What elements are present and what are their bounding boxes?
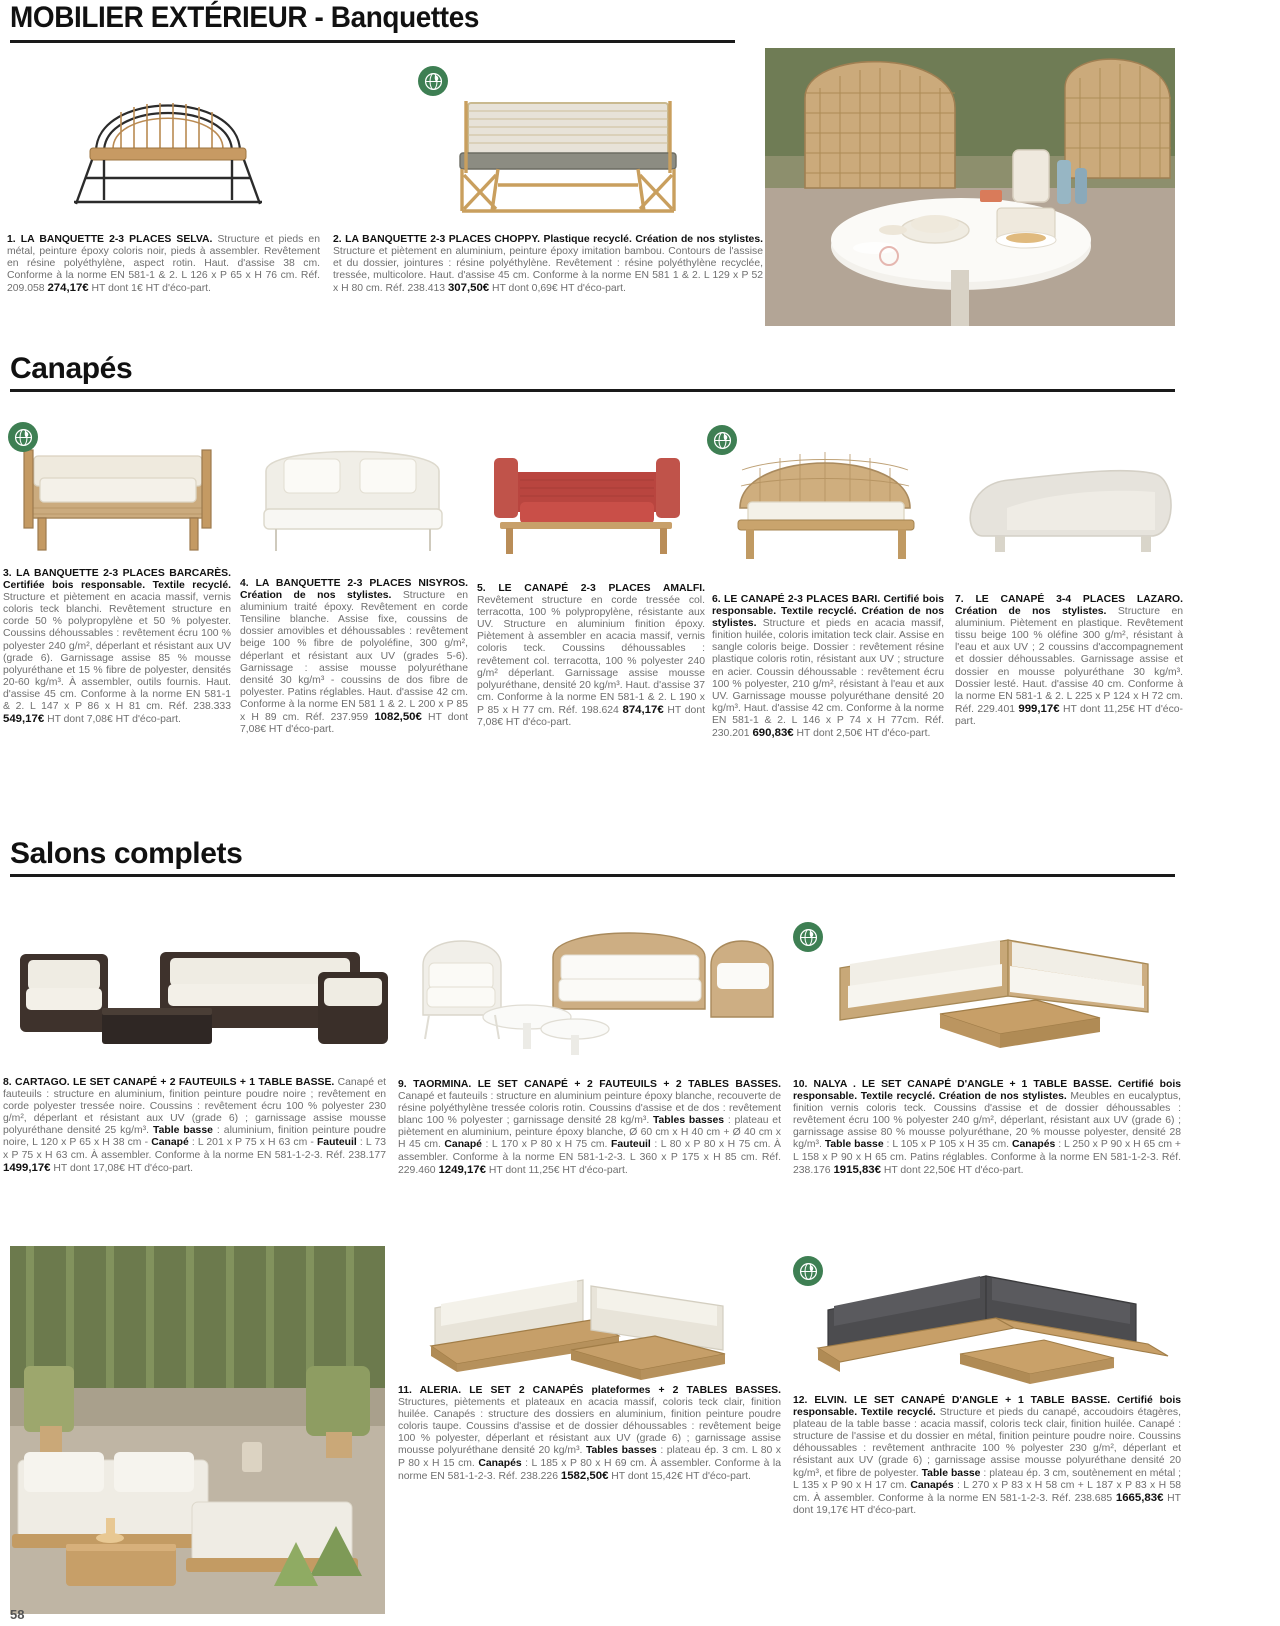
product-image-11 — [405, 1250, 780, 1400]
product-description-11 — [398, 1385, 781, 1483]
product-price-5: 874,17€ — [622, 703, 664, 716]
product-description-6 — [712, 594, 944, 740]
product-tail-12: HT dont 19,17€ HT d'éco-part. — [793, 1492, 1181, 1516]
product-tail-4: HT dont 7,08€ HT d'éco-part. — [240, 712, 468, 736]
product-image-10 — [800, 908, 1175, 1068]
product-tail-2: HT dont 0,69€ HT d'éco-part. — [489, 283, 626, 295]
product-image-2 — [400, 45, 730, 225]
product-body-10: Meubles en eucalyptus, finition vernis coloris teck. Coussins d'assise et de dossier déhoussables : revêtement écru 100 % polyester 240 g/m², déperlant, résistant aux UV (grade 6) ; garnissage assise 80 % mousse polyuréthane, 20 % mousse polyester, densité 28 kg/m³. Table basse : L 105 x P 105 x H 35 cm. Canapés : L 250 x P 90 x H 65 cm + L 158 x P 90 x H 65 cm. Patins réglables. Conforme à la norme EN 581-1-2-3. Réf. 238.176 — [793, 1091, 1182, 1176]
product-description-12 — [793, 1395, 1181, 1517]
product-tail-10: HT dont 22,50€ HT d'éco-part. — [880, 1164, 1024, 1176]
product-title-8: 8. CARTAGO. LE SET CANAPÉ + 2 FAUTEUILS + 1 TABLE BASSE. — [3, 1077, 335, 1088]
product-description-1 — [7, 234, 320, 295]
product-body-5: Revêtement structure en corde tressée col. terracotta, 100 % polypropylène, résistante aux UV. Structure en aluminium finition époxy. Piètement à assembler en acacia massif, vernis coloris teck. Coussins déhoussables : revêtement col. terracotta, 100 % polyester 240 g/m² déperlant. Garnissage assise mousse polyuréthane, densité 20 kg/m³. Haut. d'assise 37 cm. Conforme à la norme EN 581-1 & 2. L 190 x P 85 x H 77 cm. Réf. 198.624 — [477, 595, 705, 716]
product-price-4: 1082,50€ — [374, 711, 422, 724]
product-title-2: 2. LA BANQUETTE 2-3 PLACES CHOPPY. Plastique recyclé. Création de nos stylistes. — [333, 234, 763, 245]
product-image-7 — [955, 440, 1180, 565]
product-image-3 — [10, 420, 225, 560]
product-description-9 — [398, 1079, 781, 1177]
product-body-1: Structure et pieds en métal, peinture époxy coloris noir, pieds à assembler. Revêtement en résine polyéthylène, aspect rotin. Haut. d'assise 38 cm. Conforme à la norme EN 581-1 & 2. L 126 x P 65 x H 76 cm. Réf. 209.058 — [7, 234, 320, 295]
product-image-4 — [250, 425, 455, 560]
product-body-4: Structure en aluminium traité époxy. Revêtement en corde Tensiline blanche. Assise fixe, coussins de dossier amovibles et déhoussables : revêtement beige 100 % fibre de polyoléfine, 300 g/m², déperlant et résistant aux UV (grades 5-6). Garnissage : assise mousse polyuréthane densité 30 kg/m³ - coussins de dos fibre de polyester. Patins réglables. Haut. d'assise 42 cm. Conforme à la norme EN 581 1 & 2. L 200 x P 85 x H 89 cm. Réf. 237.959 — [240, 590, 468, 724]
product-image-5 — [480, 440, 695, 565]
product-title-12: 12. ELVIN. LE SET CANAPÉ D'ANGLE + 1 TABLE BASSE. Certifié bois responsable. Textile recyclé. — [793, 1395, 1181, 1419]
product-price-9: 1249,17€ — [438, 1163, 486, 1176]
globe-leaf-icon — [424, 72, 443, 91]
product-image-8 — [10, 912, 390, 1072]
product-body-9: Canapé et fauteuils : structure en aluminium peinture époxy blanche, recouverte de résine polyéthylène tressée coloris rotin. Coussins d'assise et de dos : revêtement blanc 100 % polyester ; garnissage densité 28 kg/m³. Tables basses : plateau et piètement en aluminium, peinture époxy blanche, Ø 60 cm x H 40 cm + Ø 40 cm x H 45 cm. Canapé : L 170 x P 80 x H 75 cm. Fauteuil : L 80 x P 80 x H 75 cm. À assembler. Conforme à la norme EN 581-1-2-3. L 360 x P 175 x H 85 cm. Réf. 229.460 — [398, 1091, 781, 1176]
eco-badge-10 — [793, 922, 823, 952]
page-number: 58 — [10, 1607, 25, 1622]
salons-rule — [10, 874, 1175, 877]
product-title-1: 1. LA BANQUETTE 2-3 PLACES SELVA. — [7, 234, 213, 245]
globe-leaf-icon — [713, 431, 732, 450]
product-tail-3: HT dont 7,08€ HT d'éco-part. — [44, 714, 181, 726]
product-title-9: 9. TAORMINA. LE SET CANAPÉ + 2 FAUTEUILS + 2 TABLES BASSES. — [398, 1079, 781, 1090]
globe-leaf-icon — [14, 428, 33, 447]
product-tail-7: HT dont 11,25€ HT d'éco-part. — [955, 703, 1184, 727]
product-price-6: 690,83€ — [752, 727, 794, 740]
section-title-canapes: Canapés — [10, 352, 133, 385]
section-header-salons — [10, 838, 1175, 877]
product-tail-11: HT dont 15,42€ HT d'éco-part. — [608, 1470, 751, 1482]
product-title-3: 3. LA BANQUETTE 2-3 PLACES BARCARÈS. Certifiée bois responsable. Textile recyclé. — [3, 568, 231, 592]
product-tail-9: HT dont 11,25€ HT d'éco-part. — [485, 1164, 628, 1176]
product-price-10: 1915,83€ — [833, 1163, 881, 1176]
product-body-3: Structure et piètement en acacia massif, vernis coloris teck blanchi. Revêtement structure en corde 50 % polypropylène et 50 % polyester. Coussins déhoussables : revêtement écru 100 % polyester 240 g/m², déperlant et résistant aux UV (grade 6). Garnissage assise 85 % mousse polyuréthane et 15 % fibre de polyester, densités 20-60 kg/m³. À assembler, outils fournis. Haut. d'assise 45 cm. Conforme à la norme EN 581-1 & 2. L 147 x P 86 x H 81 cm. Réf. 238.333 — [3, 592, 231, 713]
product-title-4: 4. LA BANQUETTE 2-3 PLACES NISYROS. Création de nos stylistes. — [240, 578, 469, 602]
section-title-salons: Salons complets — [10, 837, 243, 870]
product-price-1: 274,17€ — [47, 282, 89, 295]
product-description-4 — [240, 578, 468, 736]
product-tail-5: HT dont 7,08€ HT d'éco-part. — [477, 704, 705, 729]
product-price-3: 549,17€ — [3, 713, 45, 726]
hero-photo-banquettes — [765, 48, 1175, 326]
product-title-11: 11. ALERIA. LE SET 2 CANAPÉS plateformes + 2 TABLES BASSES. — [398, 1385, 781, 1396]
product-tail-8: HT dont 17,08€ HT d'éco-part. — [50, 1162, 194, 1174]
product-image-6 — [720, 430, 930, 565]
product-price-7: 999,17€ — [1018, 702, 1060, 715]
product-price-11: 1582,50€ — [560, 1469, 609, 1482]
title-rule — [10, 40, 735, 43]
product-price-12: 1665,83€ — [1115, 1491, 1164, 1504]
product-description-3 — [3, 568, 231, 726]
eco-badge-2 — [418, 66, 448, 96]
product-title-7: 7. LE CANAPÉ 3-4 PLACES LAZARO. Création de nos stylistes. — [955, 594, 1183, 618]
product-description-2 — [333, 234, 763, 295]
canapes-rule — [10, 389, 1175, 392]
product-body-2: Structure et piètement en aluminium, peinture époxy imitation bambou. Contours de l'assise et du dossier, jointures : résine polyéthylène. Revêtement : résine polyéthylène recyclée, tressée, multicolore. Haut. d'assise 45 cm. Conforme à la norme EN 581 1 & 2. L 129 x P 52 x H 80 cm. Réf. 238.413 — [333, 246, 763, 295]
product-description-5 — [477, 583, 705, 729]
eco-badge-12 — [793, 1256, 823, 1286]
ambiance-photo — [10, 1246, 385, 1614]
product-image-12 — [800, 1250, 1175, 1400]
globe-leaf-icon — [799, 1262, 818, 1281]
eco-badge-6 — [707, 425, 737, 455]
product-body-8: Canapé et fauteuils : structure en aluminium, finition peinture poudre noire ; revêtement en corde polyester tressée noire. Coussins : revêtement écru 100 % polyester 230 g/m², déperlant et résistant aux UV (grade 6) ; garnissage assise mousse polyuréthane densité 25 kg/m³. Table basse : aluminium, finition peinture poudre noire, L 120 x P 65 x H 38 cm - Canapé : L 201 x P 75 x H 63 cm - Fauteuil : L 73 x P 75 x H 63 cm. À assembler. Conforme à la norme EN 581-1-2-3. Réf. 238.177 — [3, 1077, 387, 1161]
product-body-7: Structure en aluminium. Piètement en plastique. Revêtement tissu beige 100 % oléfine 300 g/m², résistant à l'eau et aux UV ; 2 coussins d'accompagnement et dossier déhoussables. Garnissage assise et dossier en mousse polyuréthane 30 kg/m³. Dossier lesté. Haut. d'assise 40 cm. Conforme à la norme EN 581-1 & 2. L 225 x P 124 x H 72 cm. Réf. 229.401 — [955, 606, 1183, 715]
product-description-10 — [793, 1079, 1181, 1177]
product-title-6: 6. LE CANAPÉ 2-3 PLACES BARI. Certifié bois responsable. Textile recyclé. Création de nos stylistes. — [712, 594, 944, 630]
product-price-2: 307,50€ — [447, 282, 490, 295]
product-body-12: Structure et pieds du canapé, accoudoirs étagères, plateau de la table basse : acacia massif, coloris teck clair, finition huilée. Canapé : structure de l'assise et du dossier en métal, finition peinture poudre noire. Coussins déhoussables : revêtement anthracite 100 % polyester 230 g/m², déperlant et résistant aux UV (grade 6) ; garnissage assise mousse polyuréthane densité 20 kg/m³, et fibre de polyester. Table basse : plateau ép. 3 cm, soutènement en métal ; L 135 x P 90 x H 17 cm. Canapés : L 270 x P 83 x H 58 cm + L 187 x P 83 x H 58 cm. À assembler. Conforme à la norme EN 581-1-2-3. Réf. 238.685 — [793, 1407, 1182, 1504]
product-tail-6: HT dont 2,50€ HT d'éco-part. — [793, 728, 931, 740]
page-title: MOBILIER EXTÉRIEUR - Banquettes — [10, 1, 480, 34]
product-title-5: 5. LE CANAPÉ 2-3 PLACES AMALFI. — [477, 583, 705, 594]
section-header-canapes — [10, 353, 1175, 392]
product-body-6: Structure et pieds en acacia massif, finition huilée, coloris imitation teck clair. Assise en sangle coloris beige. Dossier : revêtement résine plastique coloris rotin, résistant aux UV ; structure en acier. Coussin déhoussable : revêtement écru 100 % polyester, 210 g/m², résistant à l'eau et aux UV. Garnissage mousse polyuréthane densité 20 kg/m³. Haut. d'assise 42 cm. Conforme à la norme EN 581-1 & 2. L 146 x P 74 x H 77cm. Réf. 230.201 — [712, 618, 944, 740]
globe-leaf-icon — [799, 928, 818, 947]
section-header-banquettes — [10, 2, 735, 43]
eco-badge-3 — [8, 422, 38, 452]
product-description-8 — [3, 1077, 386, 1175]
product-image-1 — [18, 52, 318, 222]
product-price-8: 1499,17€ — [3, 1161, 51, 1174]
product-description-7 — [955, 594, 1183, 728]
product-tail-1: HT dont 1€ HT d'éco-part. — [88, 283, 211, 295]
product-title-10: 10. NALYA . LE SET CANAPÉ D'ANGLE + 1 TABLE BASSE. Certifié bois responsable. Textile recyclé. Création de nos stylistes. — [793, 1079, 1182, 1103]
product-image-9 — [405, 905, 780, 1070]
product-body-11: Structures, piètements et plateaux en acacia massif, coloris teck clair, finition huilée. Canapés : structure des dossiers en aluminium, finition peinture poudre coloris taupe. Coussins d'assise et de dossier déhoussables : revêtement beige 100 % polyester, déperlant et résistant aux UV (grade 6) ; garnissage assise mousse polyuréthane densité 20 kg/m³. Tables basses : plateau ép. 3 cm. L 80 x P 80 x H 15 cm. Canapés : L 185 x P 80 x H 69 cm. À assembler. Conforme à la norme EN 581-1-2-3. Réf. 238.226 — [398, 1397, 781, 1482]
